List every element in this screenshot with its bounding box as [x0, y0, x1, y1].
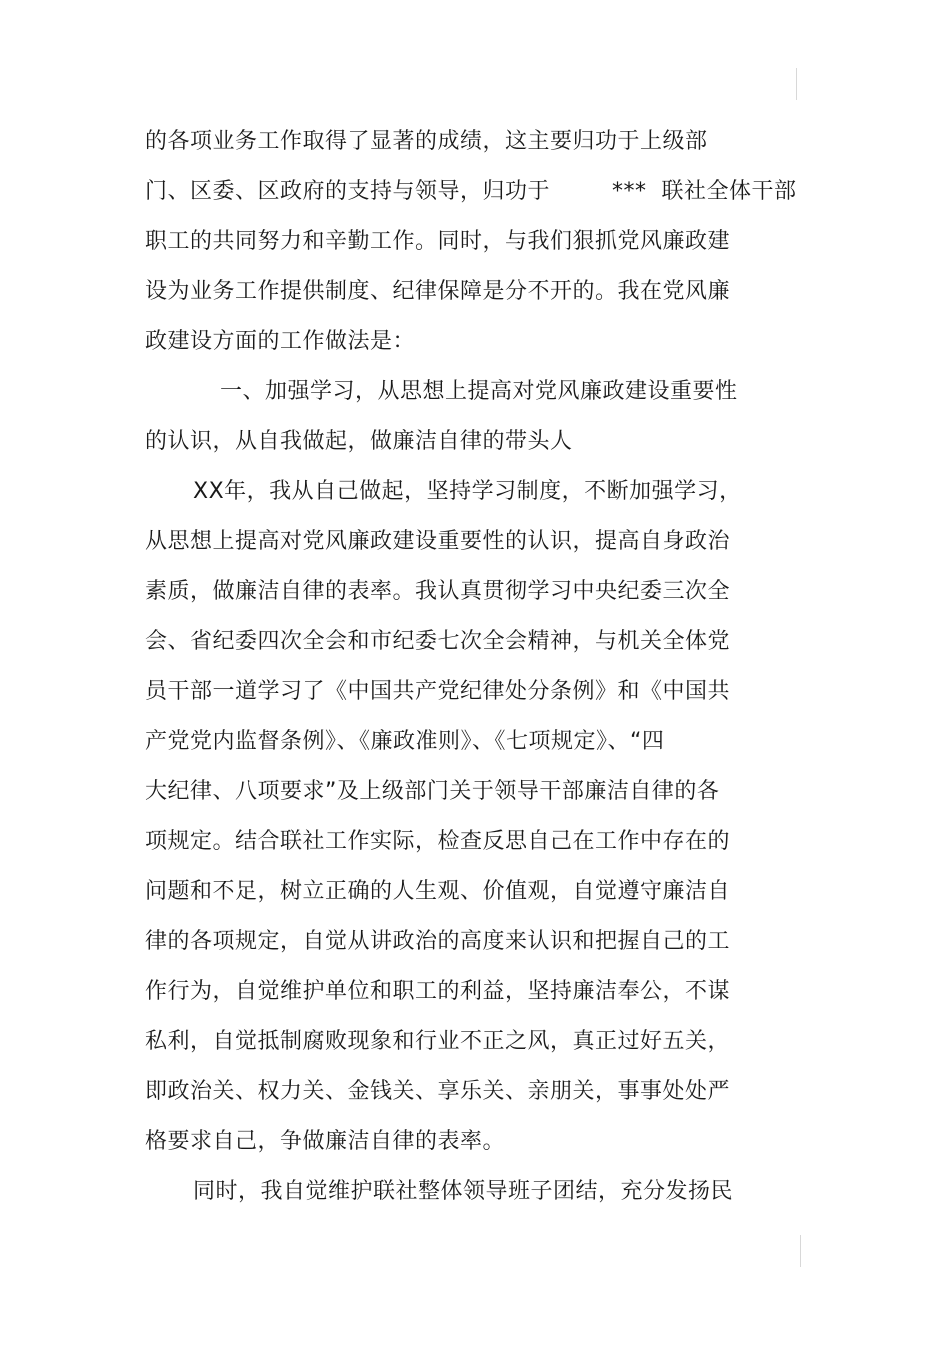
- paragraph-2-line-2: 从思想上提高对党风廉政建设重要性的认识，提高自身政治: [145, 529, 731, 554]
- paragraph-2-line-5: 员干部一道学习了《中国共产党纪律处分条例》和《中国共: [145, 679, 731, 704]
- body-line-2: [145, 177, 797, 207]
- paragraph-2-line-10: 律的各项规定，自觉从讲政治的高度来认识和把握自己的工: [145, 929, 731, 954]
- paragraph-2-line-9: 问题和不足，树立正确的人生观、价值观，自觉遵守廉洁自: [145, 879, 731, 904]
- paragraph-3-line-1: 同时，我自觉维护联社整体领导班子团结，充分发扬民: [193, 1179, 734, 1204]
- page-edge-mark-bottom: [800, 1235, 801, 1267]
- paragraph-2-line-13: 即政治关、权力关、金钱关、享乐关、亲朋关，事事处处严: [145, 1079, 731, 1104]
- body-line-2-text: 门、区委、区政府的支持与领导，归功于: [145, 179, 551, 204]
- paragraph-2-line-7: 大纪律、八项要求”及上级部门关于领导干部廉洁自律的各: [145, 779, 720, 804]
- section-heading-line-1: 一、加强学习，从思想上提高对党风廉政建设重要性: [220, 379, 738, 404]
- body-line-3: 职工的共同努力和辛勤工作。同时，与我们狠抓党风廉政建: [145, 229, 731, 254]
- paragraph-2-line-14: 格要求自己，争做廉洁自律的表率。: [145, 1129, 506, 1154]
- body-line-1: 的各项业务工作取得了显著的成绩，这主要归功于上级部: [145, 129, 708, 154]
- body-line-2-tail: 联社全体干部: [661, 179, 797, 204]
- redacted-name: ***: [612, 179, 647, 204]
- body-line-4: 设为业务工作提供制度、纪律保障是分不开的。我在党风廉: [145, 279, 731, 304]
- paragraph-2-line-6: 产党党内监督条例》、《廉政准则》、《七项规定》、“四: [145, 729, 665, 754]
- body-line-5: 政建设方面的工作做法是：: [145, 329, 416, 354]
- paragraph-2-line-8: 项规定。结合联社工作实际，检查反思自己在工作中存在的: [145, 829, 731, 854]
- paragraph-2-line-3: 素质，做廉洁自律的表率。我认真贯彻学习中央纪委三次全: [145, 579, 731, 604]
- section-heading-line-2: 的认识，从自我做起，做廉洁自律的带头人: [145, 429, 573, 454]
- page-edge-mark-top: [796, 68, 797, 100]
- paragraph-2-line-1: XX年，我从自己做起，坚持学习制度，不断加强学习，: [193, 479, 742, 504]
- paragraph-2-line-11: 作行为，自觉维护单位和职工的利益，坚持廉洁奉公，不谋: [145, 979, 731, 1004]
- paragraph-2-line-12: 私利，自觉抵制腐败现象和行业不正之风，真正过好五关，: [145, 1029, 731, 1054]
- paragraph-2-line-4: 会、省纪委四次全会和市纪委七次全会精神，与机关全体党: [145, 629, 731, 654]
